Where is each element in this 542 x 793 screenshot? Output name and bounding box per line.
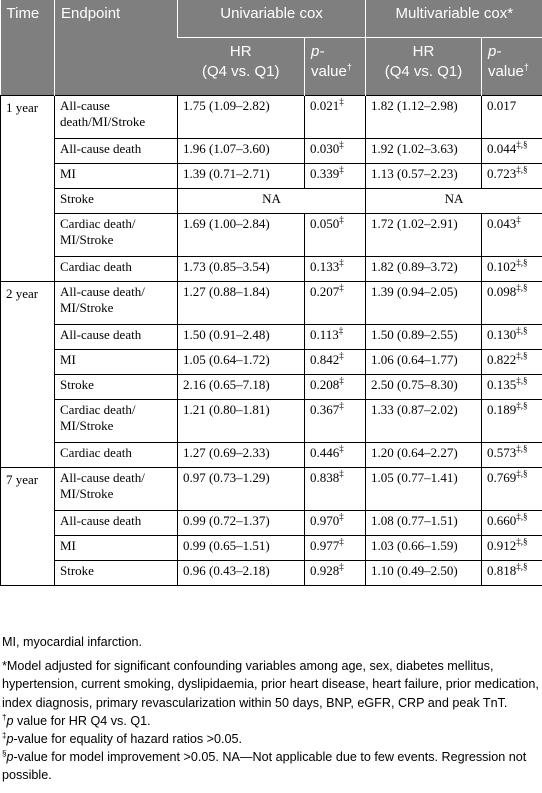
multi-p-sup: ‡,§ xyxy=(516,164,528,175)
endpoint-cell: Cardiac death/ MI/Stroke xyxy=(55,214,178,257)
uni-p-cell xyxy=(305,400,366,443)
multi-p-value: 0.043 xyxy=(487,216,517,231)
uni-p-value: 0.928 xyxy=(310,563,340,578)
uni-hr-cell: 1.75 (1.09–2.82) xyxy=(178,96,305,139)
uni-p-cell xyxy=(305,325,366,350)
uni-hr-cell: 1.69 (1.00–2.84) xyxy=(178,214,305,257)
uni-p-sup: ‡ xyxy=(339,468,344,479)
multi-hr-cell: 1.33 (0.87–2.02) xyxy=(366,400,482,443)
table-row xyxy=(1,375,542,400)
multi-p-cell xyxy=(482,511,542,536)
multi-p-value: 0.098 xyxy=(487,284,517,299)
multi-p-value: 0.017 xyxy=(487,98,517,113)
uni-p-sup: ‡ xyxy=(339,400,344,411)
footnote-section-italic: p xyxy=(6,750,14,765)
endpoint-cell: Cardiac death/ MI/Stroke xyxy=(55,400,178,443)
endpoint-cell: MI xyxy=(55,350,178,375)
endpoint-cell: All-cause death/MI/Stroke xyxy=(55,96,178,139)
uni-p-sup: ‡ xyxy=(339,561,344,572)
multi-p-cell xyxy=(482,375,542,400)
header-hr-line2: (Q4 vs. Q1) xyxy=(384,63,463,80)
multi-p-value: 0.912 xyxy=(487,538,517,553)
uni-p-cell xyxy=(305,511,366,536)
multi-p-value: 0.818 xyxy=(487,563,517,578)
uni-p-cell xyxy=(305,282,366,325)
table-footnotes xyxy=(2,633,542,785)
footnote-double-dagger xyxy=(2,730,542,748)
footnote-dagger-text: value for HR Q4 vs. Q1. xyxy=(13,713,151,728)
endpoint-cell: All-cause death/ MI/Stroke xyxy=(55,468,178,511)
multi-hr-cell: 1.39 (0.94–2.05) xyxy=(366,282,482,325)
uni-p-cell xyxy=(305,350,366,375)
multi-hr-cell: 1.50 (0.89–2.55) xyxy=(366,325,482,350)
multi-hr-cell: 2.50 (0.75–8.30) xyxy=(366,375,482,400)
footnote-dagger-italic: p xyxy=(6,713,14,728)
uni-p-cell xyxy=(305,561,366,586)
header-hr-line1: HR xyxy=(412,43,435,60)
uni-p-value: 0.050 xyxy=(310,216,340,231)
uni-p-cell xyxy=(305,96,366,139)
table-row xyxy=(1,561,542,586)
multi-p-cell xyxy=(482,443,542,468)
footnote-ddagger-text: -value for equality of hazard ratios >0.05. xyxy=(13,732,243,747)
footnote-section-symbol: § xyxy=(2,749,7,759)
endpoint-cell: All-cause death/ MI/Stroke xyxy=(55,282,178,325)
multi-p-value: 0.044 xyxy=(487,141,517,156)
multi-p-cell xyxy=(482,536,542,561)
uni-p-sup: ‡ xyxy=(339,257,344,268)
header-multi-hr xyxy=(366,38,482,96)
multi-p-value: 0.189 xyxy=(487,402,517,417)
multi-p-cell xyxy=(482,282,542,325)
footnote-ddagger-italic: p xyxy=(6,732,14,747)
multi-p-sup: ‡ xyxy=(516,214,521,225)
header-uni-hr xyxy=(178,38,305,96)
endpoint-cell: Stroke xyxy=(55,189,178,214)
table-row xyxy=(1,282,542,325)
uni-hr-cell: 1.27 (0.88–1.84) xyxy=(178,282,305,325)
uni-p-value: 0.970 xyxy=(310,513,340,528)
multi-p-value: 0.102 xyxy=(487,259,517,274)
multi-p-value: 0.660 xyxy=(487,513,517,528)
header-p-line1: p- xyxy=(311,43,325,60)
uni-hr-cell: 0.96 (0.43–2.18) xyxy=(178,561,305,586)
table-row xyxy=(1,214,542,257)
uni-hr-cell: 2.16 (0.65–7.18) xyxy=(178,375,305,400)
uni-p-sup: ‡ xyxy=(339,214,344,225)
multi-p-cell xyxy=(482,214,542,257)
uni-p-value: 0.207 xyxy=(310,284,340,299)
uni-p-value: 0.339 xyxy=(310,166,340,181)
endpoint-cell: Cardiac death xyxy=(55,443,178,468)
multi-p-sup: ‡,§ xyxy=(516,561,528,572)
multi-p-sup: ‡,§ xyxy=(516,468,528,479)
multi-hr-cell: 1.92 (1.02–3.63) xyxy=(366,139,482,164)
footnote-section-text: -value for model improvement >0.05. NA—Not applicable due to few events. Regression not possible. xyxy=(2,750,527,783)
multi-p-cell xyxy=(482,350,542,375)
multi-hr-cell: 1.03 (0.66–1.59) xyxy=(366,536,482,561)
uni-p-value: 0.838 xyxy=(310,470,340,485)
uni-p-value: 0.133 xyxy=(310,259,340,274)
header-hr-line1: HR xyxy=(229,43,252,60)
table-header xyxy=(1,0,542,96)
multi-p-cell xyxy=(482,164,542,189)
endpoint-cell: MI xyxy=(55,164,178,189)
footnote-model: *Model adjusted for significant confounding variables among age, sex, diabetes mellitus, hypertension, current smoking, dyslipidaemia, prior heart disease, heart failure, prior medication, index diagnosis, primary revascularization within 50 days, BNP, eGFR, CRP and peak TnT. xyxy=(2,659,539,710)
footnote-section xyxy=(2,748,542,784)
multi-p-cell xyxy=(482,468,542,511)
uni-p-value: 0.030 xyxy=(310,141,340,156)
uni-hr-cell: 0.97 (0.73–1.29) xyxy=(178,468,305,511)
table-row xyxy=(1,96,542,139)
multi-hr-cell: 1.10 (0.49–2.50) xyxy=(366,561,482,586)
header-time: Time xyxy=(1,0,55,96)
multi-p-value: 0.130 xyxy=(487,327,517,342)
table-row xyxy=(1,325,542,350)
uni-p-value: 0.977 xyxy=(310,538,340,553)
uni-p-sup: ‡ xyxy=(339,96,344,107)
uni-p-cell xyxy=(305,468,366,511)
multi-p-value: 0.769 xyxy=(487,470,517,485)
multi-hr-cell: 1.13 (0.57–2.23) xyxy=(366,164,482,189)
uni-hr-cell: 0.99 (0.65–1.51) xyxy=(178,536,305,561)
uni-p-cell xyxy=(305,257,366,282)
header-p-sup: † xyxy=(346,62,352,72)
footnote-ddagger-symbol: ‡ xyxy=(2,730,7,740)
header-endpoint: Endpoint xyxy=(55,0,178,96)
table-row xyxy=(1,443,542,468)
header-multivariable: Multivariable cox* xyxy=(366,0,542,38)
header-p-line2: value xyxy=(488,63,524,80)
uni-p-cell xyxy=(305,214,366,257)
uni-p-cell xyxy=(305,443,366,468)
uni-hr-cell: 1.50 (0.91–2.48) xyxy=(178,325,305,350)
uni-p-value: 0.842 xyxy=(310,352,340,367)
multi-p-sup: ‡,§ xyxy=(516,325,528,336)
endpoint-cell: Cardiac death xyxy=(55,257,178,282)
uni-p-sup: ‡ xyxy=(339,350,344,361)
uni-p-sup: ‡ xyxy=(339,139,344,150)
multi-hr-cell: 1.05 (0.77–1.41) xyxy=(366,468,482,511)
uni-hr-cell: 1.96 (1.07–3.60) xyxy=(178,139,305,164)
multi-p-sup: ‡,§ xyxy=(516,139,528,150)
uni-p-sup: ‡ xyxy=(339,282,344,293)
multi-hr-cell: 1.72 (1.02–2.91) xyxy=(366,214,482,257)
endpoint-cell: Stroke xyxy=(55,375,178,400)
endpoint-cell: All-cause death xyxy=(55,139,178,164)
multi-p-sup: ‡,§ xyxy=(516,536,528,547)
header-p-line2: value xyxy=(311,63,347,80)
uni-p-value: 0.446 xyxy=(310,445,340,460)
footnote-dagger-symbol: † xyxy=(2,712,7,722)
header-multi-p xyxy=(482,38,542,96)
multi-p-sup: ‡,§ xyxy=(516,511,528,522)
table-row xyxy=(1,536,542,561)
uni-p-sup: ‡ xyxy=(339,536,344,547)
uni-p-sup: ‡ xyxy=(339,511,344,522)
table-row xyxy=(1,468,542,511)
multi-p-sup: ‡,§ xyxy=(516,282,528,293)
table-row xyxy=(1,164,542,189)
multi-p-cell xyxy=(482,400,542,443)
table-row xyxy=(1,350,542,375)
uni-hr-cell: 1.27 (0.69–2.33) xyxy=(178,443,305,468)
uni-hr-cell: 1.05 (0.64–1.72) xyxy=(178,350,305,375)
multi-hr-cell: 1.08 (0.77–1.51) xyxy=(366,511,482,536)
header-p-line1: p- xyxy=(488,43,502,60)
multi-p-value: 0.723 xyxy=(487,166,517,181)
uni-p-value: 0.208 xyxy=(310,377,340,392)
table-row xyxy=(1,139,542,164)
time-cell: 1 year xyxy=(1,96,55,282)
footnote-dagger xyxy=(2,712,542,730)
header-hr-line2: (Q4 vs. Q1) xyxy=(201,63,280,80)
multi-p-cell xyxy=(482,139,542,164)
uni-p-cell xyxy=(305,139,366,164)
header-univariable: Univariable cox xyxy=(178,0,366,38)
multi-p-sup: ‡,§ xyxy=(516,375,528,386)
time-cell: 2 year xyxy=(1,282,55,468)
multi-hr-cell: 1.82 (0.89–3.72) xyxy=(366,257,482,282)
endpoint-cell: All-cause death xyxy=(55,325,178,350)
endpoint-cell: Stroke xyxy=(55,561,178,586)
table-body xyxy=(1,96,542,586)
time-cell: 7 year xyxy=(1,468,55,586)
header-p-sup: † xyxy=(523,62,529,72)
multi-p-cell xyxy=(482,96,542,139)
multi-p-cell xyxy=(482,561,542,586)
endpoint-cell: MI xyxy=(55,536,178,561)
uni-p-value: 0.021 xyxy=(310,98,340,113)
table-row xyxy=(1,511,542,536)
multi-na-cell: NA xyxy=(366,189,542,214)
uni-hr-cell: 0.99 (0.72–1.37) xyxy=(178,511,305,536)
multi-p-cell xyxy=(482,257,542,282)
multi-p-sup: ‡,§ xyxy=(516,257,528,268)
footnote-abbreviation: MI, myocardial infarction. xyxy=(2,635,142,649)
table-row xyxy=(1,400,542,443)
multi-p-cell xyxy=(482,325,542,350)
uni-na-cell: NA xyxy=(178,189,366,214)
uni-p-value: 0.367 xyxy=(310,402,340,417)
multi-hr-cell: 1.06 (0.64–1.77) xyxy=(366,350,482,375)
uni-p-sup: ‡ xyxy=(338,325,344,336)
multi-p-sup: ‡,§ xyxy=(516,400,528,411)
multi-p-sup: ‡,§ xyxy=(516,443,528,454)
multi-hr-cell: 1.20 (0.64–2.27) xyxy=(366,443,482,468)
uni-hr-cell: 1.21 (0.80–1.81) xyxy=(178,400,305,443)
multi-p-value: 0.135 xyxy=(487,377,517,392)
uni-hr-cell: 1.73 (0.85–3.54) xyxy=(178,257,305,282)
uni-p-value: 0.113 xyxy=(310,327,339,342)
uni-p-sup: ‡ xyxy=(339,375,344,386)
table-row xyxy=(1,257,542,282)
uni-p-sup: ‡ xyxy=(339,443,344,454)
uni-p-cell xyxy=(305,164,366,189)
uni-p-cell xyxy=(305,375,366,400)
endpoint-cell: All-cause death xyxy=(55,511,178,536)
multi-hr-cell: 1.82 (1.12–2.98) xyxy=(366,96,482,139)
multi-p-value: 0.573 xyxy=(487,445,517,460)
uni-p-cell xyxy=(305,536,366,561)
table-row xyxy=(1,189,542,214)
multi-p-value: 0.822 xyxy=(487,352,517,367)
header-uni-p xyxy=(305,38,366,96)
uni-p-sup: ‡ xyxy=(339,164,344,175)
uni-hr-cell: 1.39 (0.71–2.71) xyxy=(178,164,305,189)
multi-p-sup: ‡,§ xyxy=(516,350,528,361)
